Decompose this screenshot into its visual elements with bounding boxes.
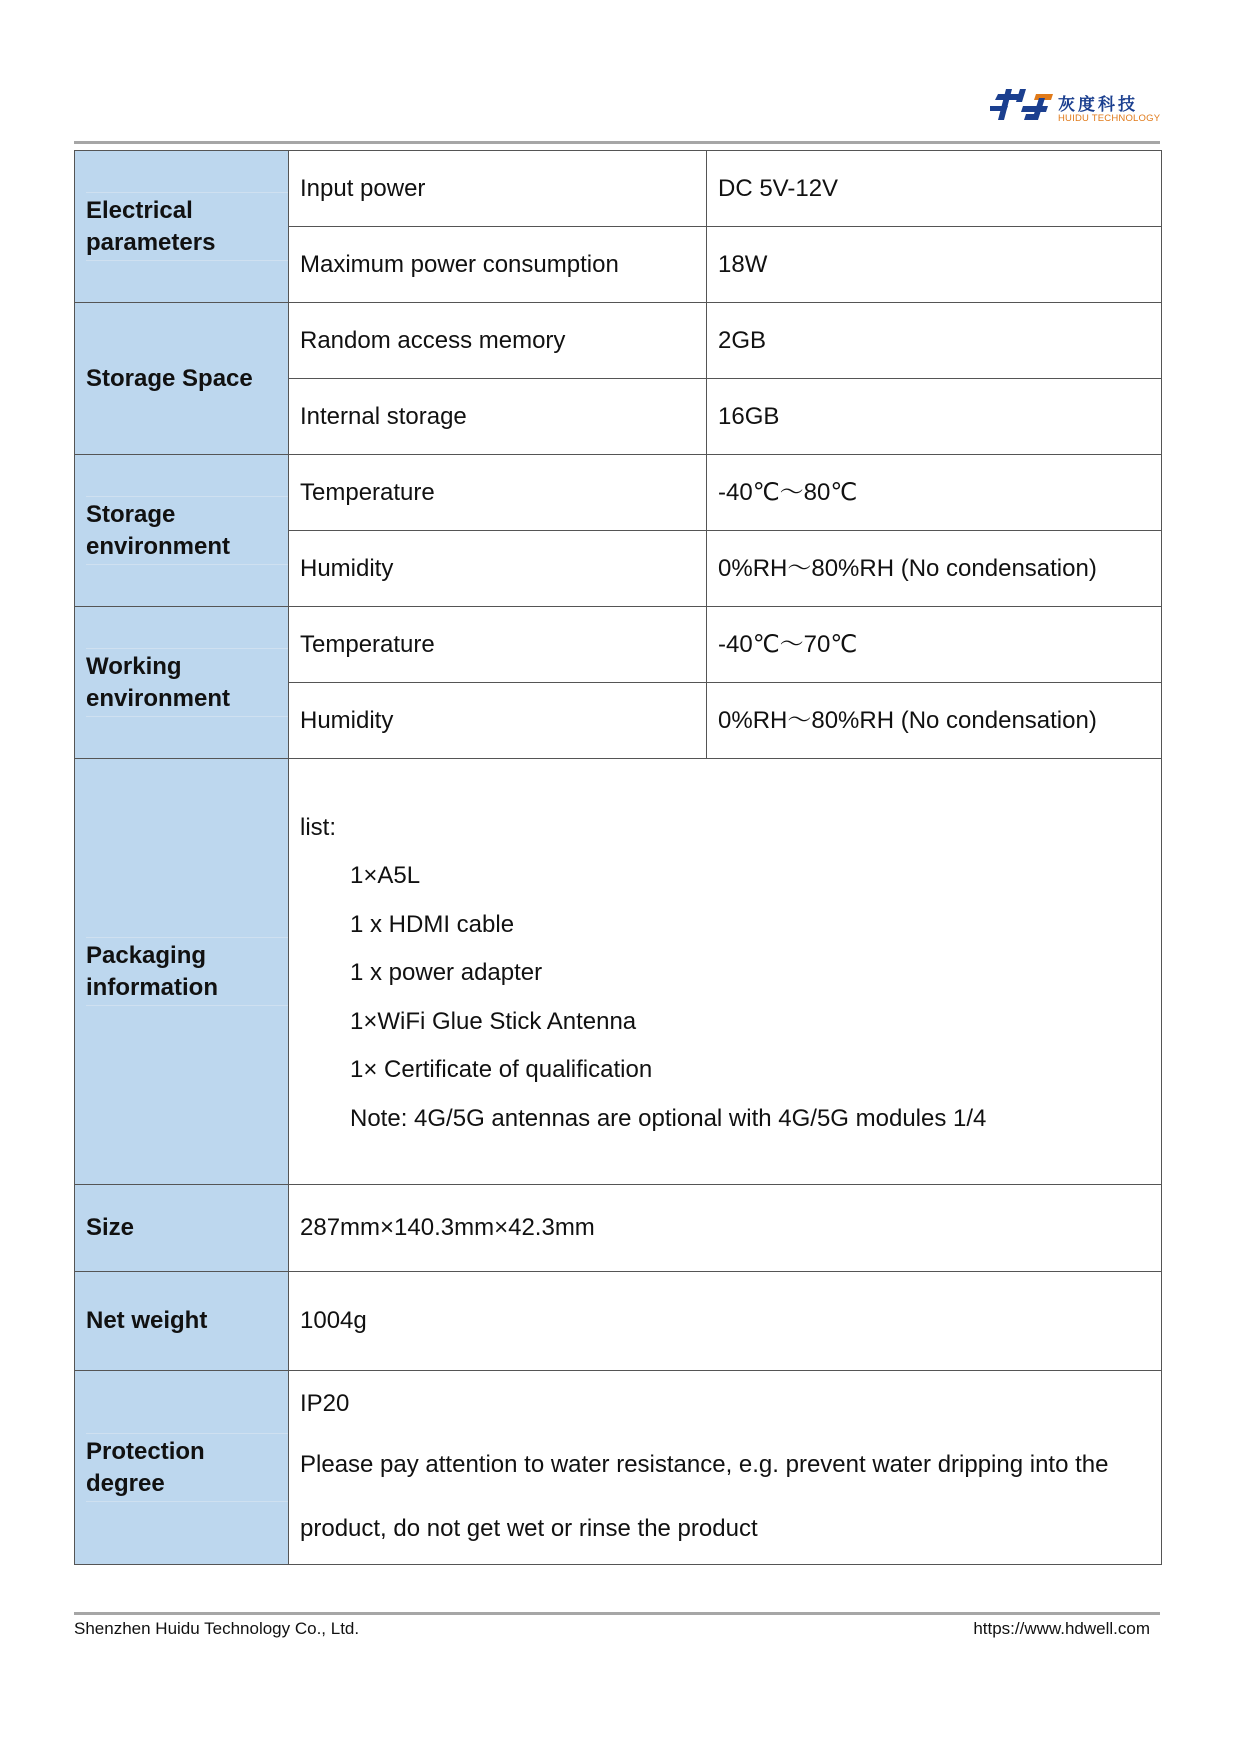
param-value: -40℃～80℃ <box>707 455 1162 531</box>
list-item: 1× Certificate of qualification <box>350 1056 653 1083</box>
protection-cell <box>289 1371 1162 1565</box>
param-name: Random access memory <box>289 303 707 379</box>
category-working-environment: Working environment <box>75 607 289 759</box>
logo-chinese-name: 灰度科技 <box>1058 95 1138 115</box>
table-row <box>75 1185 1162 1272</box>
footer-url: https://www.hdwell.com <box>973 1619 1150 1638</box>
packaging-list <box>300 800 1161 1143</box>
param-name: Input power <box>289 151 707 227</box>
table-row <box>75 607 1162 683</box>
category-protection: Protection degree <box>75 1371 289 1565</box>
param-value: 2GB <box>707 303 1162 379</box>
param-name: Temperature <box>289 607 707 683</box>
list-item: 1×A5L <box>350 862 421 889</box>
param-value: 16GB <box>707 379 1162 455</box>
table-row <box>75 151 1162 227</box>
packaging-list-cell <box>289 759 1162 1185</box>
param-name: Temperature <box>289 455 707 531</box>
table-row <box>75 303 1162 379</box>
param-name: Maximum power consumption <box>289 227 707 303</box>
logo-english-name: HUIDU TECHNOLOGY <box>1058 113 1161 124</box>
packaging-list-intro: list: <box>300 814 336 841</box>
net-weight-value: 1004g <box>289 1272 1162 1371</box>
header-divider <box>74 141 1160 144</box>
size-value: 287mm×140.3mm×42.3mm <box>289 1185 1162 1272</box>
param-value: 18W <box>707 227 1162 303</box>
huidu-logo-icon <box>990 86 1056 124</box>
list-item: 1 x power adapter <box>350 959 543 986</box>
category-net-weight: Net weight <box>75 1272 289 1371</box>
param-name: Humidity <box>289 683 707 759</box>
param-name: Internal storage <box>289 379 707 455</box>
list-item: 1×WiFi Glue Stick Antenna <box>350 1007 637 1035</box>
footer-divider <box>74 1612 1160 1615</box>
param-value: -40℃～70℃ <box>707 607 1162 683</box>
table-row <box>75 759 1162 1185</box>
list-item: Note: 4G/5G antennas are optional with 4G/5G modules 1/4 <box>350 1104 987 1132</box>
category-electrical: Electrical parameters <box>75 151 289 303</box>
param-value: 0%RH～80%RH (No condensation) <box>707 531 1162 607</box>
table-row <box>75 1272 1162 1371</box>
param-value: DC 5V-12V <box>707 151 1162 227</box>
footer-company: Shenzhen Huidu Technology Co., Ltd. <box>74 1619 360 1638</box>
param-value: 0%RH～80%RH (No condensation) <box>707 683 1162 759</box>
protection-rating: IP20 <box>300 1389 350 1417</box>
category-size: Size <box>75 1185 289 1272</box>
table-row <box>75 1371 1162 1565</box>
param-name: Humidity <box>289 531 707 607</box>
category-storage-environment: Storage environment <box>75 455 289 607</box>
category-packaging: Packaging information <box>75 759 289 1185</box>
category-storage-space: Storage Space <box>75 303 289 455</box>
table-row <box>75 455 1162 531</box>
company-logo <box>990 86 1170 128</box>
protection-note: Please pay attention to water resistance, e.g. prevent water dripping into the product, do not get wet or rinse the product <box>300 1450 1109 1542</box>
list-item: 1 x HDMI cable <box>350 910 515 938</box>
spec-table <box>74 150 1162 1565</box>
